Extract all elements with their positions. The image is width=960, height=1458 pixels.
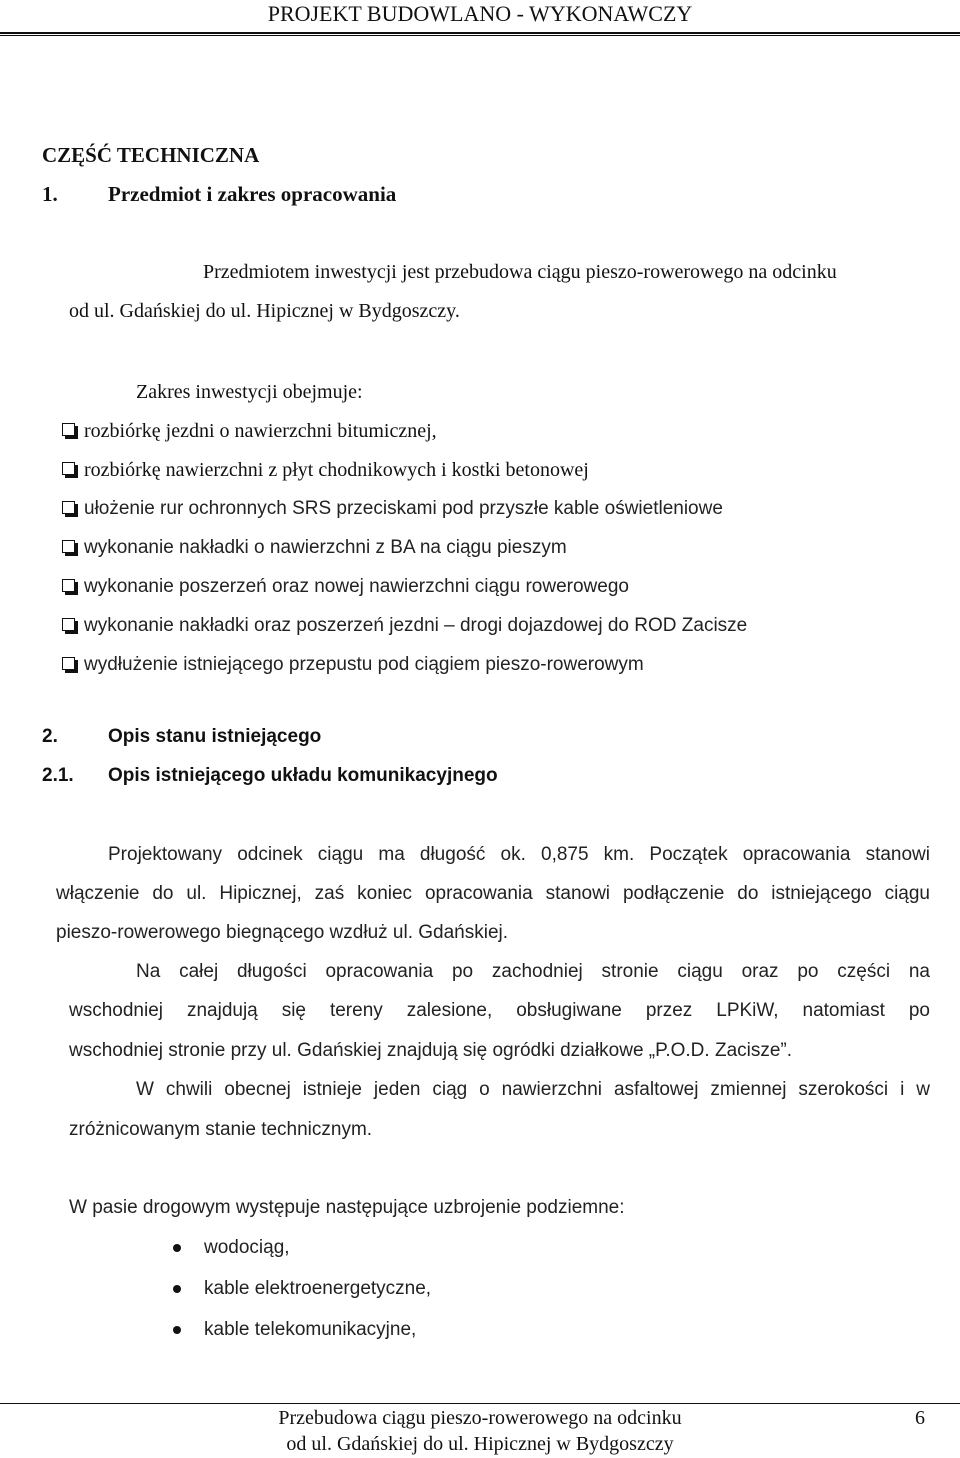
bullet-icon [173, 1244, 181, 1252]
scope-item: ułożenie rur ochronnych SRS przeciskami pod przyszłe kable oświetleniowe [84, 498, 723, 519]
footer-line-2: od ul. Gdańskiej do ul. Hipicznej w Bydgoszczy [286, 1433, 674, 1455]
paragraph-3-line-2: zróżnicowanym stanie technicznym. [69, 1119, 373, 1140]
footer-divider [0, 1403, 960, 1404]
heading-1-number: 1. [42, 182, 58, 206]
scope-item: wykonanie nakładki oraz poszerzeń jezdni – drogi dojazdowej do ROD Zacisze [84, 615, 748, 636]
bullet-icon [173, 1326, 181, 1334]
utility-item: wodociąg, [204, 1237, 290, 1258]
page-number: 6 [915, 1407, 925, 1429]
scope-item: rozbiórkę jezdni o nawierzchni bitumicznej, [84, 420, 437, 442]
heading-2-1-title: Opis istniejącego układu komunikacyjnego [108, 765, 498, 786]
header-divider-thin [0, 35, 960, 36]
utilities-title: W pasie drogowym występuje następujące uzbrojenie podziemne: [69, 1197, 625, 1218]
section-title: CZĘŚĆ TECHNICZNA [42, 143, 260, 167]
paragraph-2-line-1: Na całej długości opracowania po zachodniej stronie ciągu oraz po części na [136, 961, 930, 982]
footer-line-1: Przebudowa ciągu pieszo-rowerowego na odcinku [278, 1407, 682, 1429]
checkbox-bullet-icon [62, 579, 75, 592]
checkbox-bullet-icon [62, 501, 75, 514]
heading-1-title: Przedmiot i zakres opracowania [108, 182, 397, 206]
checkbox-bullet-icon [62, 540, 75, 553]
paragraph-1-line-3: pieszo-rowerowego biegnącego wzdłuż ul. Gdańskiej. [56, 922, 509, 943]
paragraph-3-line-1: W chwili obecnej istnieje jeden ciąg o nawierzchni asfaltowej zmiennej szerokości i w [136, 1079, 930, 1100]
paragraph-1-line-1: Projektowany odcinek ciągu ma długość ok. 0,875 km. Początek opracowania stanowi [108, 844, 930, 865]
checkbox-bullet-icon [62, 618, 75, 631]
intro-line-2: od ul. Gdańskiej do ul. Hipicznej w Bydgoszczy. [69, 300, 460, 322]
scope-item: wykonanie nakładki o nawierzchni z BA na ciągu pieszym [84, 537, 567, 558]
paragraph-2-line-3: wschodniej stronie przy ul. Gdańskiej znajdują się ogródki działkowe „P.O.D. Zacisze”. [69, 1040, 793, 1061]
heading-2-1-number: 2.1. [42, 765, 74, 786]
bullet-icon [173, 1285, 181, 1293]
scope-title: Zakres inwestycji obejmuje: [136, 381, 363, 403]
scope-item: rozbiórkę nawierzchni z płyt chodnikowych i kostki betonowej [84, 459, 589, 481]
checkbox-bullet-icon [62, 462, 75, 475]
paragraph-2-line-2: wschodniej znajdują się tereny zalesione, obsługiwane przez LPKiW, natomiast po [69, 1000, 930, 1021]
scope-item: wydłużenie istniejącego przepustu pod ciągiem pieszo-rowerowym [84, 654, 644, 675]
heading-2-number: 2. [42, 726, 58, 747]
intro-line-1: Przedmiotem inwestycji jest przebudowa ciągu pieszo-rowerowego na odcinku [203, 261, 837, 283]
scope-item: wykonanie poszerzeń oraz nowej nawierzchni ciągu rowerowego [84, 576, 629, 597]
header-divider [0, 32, 960, 34]
checkbox-bullet-icon [62, 657, 75, 670]
utility-item: kable elektroenergetyczne, [204, 1278, 432, 1299]
paragraph-1-line-2: włączenie do ul. Hipicznej, zaś koniec opracowania stanowi podłączenie do istniejącego ciągu [56, 883, 930, 904]
heading-2-title: Opis stanu istniejącego [108, 726, 322, 747]
utility-item: kable telekomunikacyjne, [204, 1319, 417, 1340]
checkbox-bullet-icon [62, 423, 75, 436]
page-header: PROJEKT BUDOWLANO - WYKONAWCZY [267, 1, 693, 26]
